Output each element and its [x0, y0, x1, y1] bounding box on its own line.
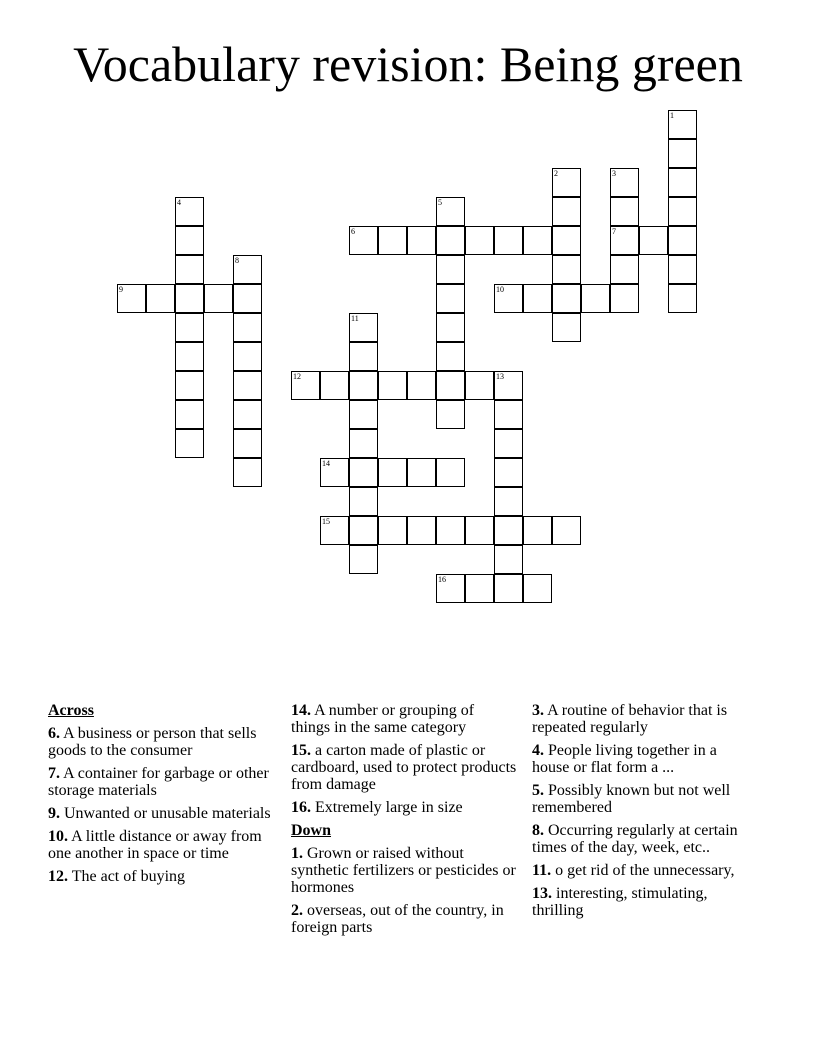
grid-cell[interactable] — [436, 197, 465, 226]
grid-cell[interactable] — [233, 429, 262, 458]
clue-column-1 — [48, 702, 274, 891]
grid-cell[interactable] — [552, 168, 581, 197]
grid-cell[interactable] — [407, 458, 436, 487]
grid-cell[interactable] — [204, 284, 233, 313]
across-clue-10: 10. A little distance or away from one another in space or time — [48, 828, 262, 862]
grid-cell[interactable] — [436, 516, 465, 545]
grid-cell[interactable] — [494, 545, 523, 574]
grid-cell[interactable] — [175, 197, 204, 226]
grid-cell[interactable] — [494, 400, 523, 429]
grid-cell[interactable] — [436, 458, 465, 487]
grid-cell[interactable] — [465, 516, 494, 545]
grid-cell[interactable] — [175, 429, 204, 458]
grid-cell[interactable] — [668, 284, 697, 313]
grid-cell[interactable] — [175, 313, 204, 342]
grid-cell[interactable] — [465, 226, 494, 255]
grid-cell[interactable] — [436, 342, 465, 371]
cell-number: 11 — [351, 314, 359, 323]
grid-cell[interactable] — [233, 284, 262, 313]
cell-number: 2 — [554, 169, 558, 178]
grid-cell[interactable] — [349, 487, 378, 516]
grid-cell[interactable] — [378, 516, 407, 545]
grid-cell[interactable] — [668, 226, 697, 255]
grid-cell[interactable] — [175, 255, 204, 284]
grid-cell[interactable] — [494, 371, 523, 400]
grid-cell[interactable] — [523, 284, 552, 313]
grid-cell[interactable] — [349, 545, 378, 574]
grid-cell[interactable] — [436, 284, 465, 313]
cell-number: 14 — [322, 459, 330, 468]
cell-number: 8 — [235, 256, 239, 265]
grid-cell[interactable] — [494, 226, 523, 255]
grid-cell[interactable] — [494, 458, 523, 487]
grid-cell[interactable] — [436, 574, 465, 603]
grid-cell[interactable] — [378, 458, 407, 487]
grid-cell[interactable] — [552, 313, 581, 342]
grid-cell[interactable] — [610, 226, 639, 255]
grid-cell[interactable] — [175, 371, 204, 400]
grid-cell[interactable] — [581, 284, 610, 313]
grid-cell[interactable] — [668, 139, 697, 168]
grid-cell[interactable] — [465, 371, 494, 400]
grid-cell[interactable] — [233, 255, 262, 284]
across-clue-12: 12. The act of buying — [48, 868, 186, 885]
grid-cell[interactable] — [436, 226, 465, 255]
grid-cell[interactable] — [349, 429, 378, 458]
grid-cell[interactable] — [552, 197, 581, 226]
across-heading: Across — [48, 702, 94, 719]
across-clue-16: 16. Extremely large in size — [291, 799, 463, 816]
grid-cell[interactable] — [639, 226, 668, 255]
grid-cell[interactable] — [175, 342, 204, 371]
grid-cell[interactable] — [523, 574, 552, 603]
cell-number: 9 — [119, 285, 123, 294]
grid-cell[interactable] — [552, 255, 581, 284]
down-clue-11: 11. o get rid of the unnecessary, — [532, 862, 735, 879]
grid-cell[interactable] — [320, 516, 349, 545]
grid-cell[interactable] — [494, 429, 523, 458]
grid-cell[interactable] — [494, 284, 523, 313]
grid-cell[interactable] — [233, 371, 262, 400]
across-clue-9: 9. Unwanted or unusable materials — [48, 805, 271, 822]
grid-cell[interactable] — [523, 226, 552, 255]
grid-cell[interactable] — [349, 226, 378, 255]
grid-cell[interactable] — [523, 516, 552, 545]
down-clue-5: 5. Possibly known but not well remembered — [532, 782, 731, 816]
grid-cell[interactable] — [494, 487, 523, 516]
grid-cell[interactable] — [436, 313, 465, 342]
grid-cell[interactable] — [552, 516, 581, 545]
grid-cell[interactable] — [349, 342, 378, 371]
grid-cell[interactable] — [552, 226, 581, 255]
grid-cell[interactable] — [349, 313, 378, 342]
grid-cell[interactable] — [175, 400, 204, 429]
across-clue-15: 15. a carton made of plastic or cardboard, used to protect products from damage — [291, 742, 517, 793]
down-clue-8: 8. Occurring regularly at certain times of the day, week, etc.. — [532, 822, 738, 856]
down-clue-13: 13. interesting, stimulating, thrilling — [532, 885, 708, 919]
grid-cell[interactable] — [349, 400, 378, 429]
clue-column-3 — [532, 702, 758, 925]
grid-cell[interactable] — [668, 197, 697, 226]
grid-cell[interactable] — [146, 284, 175, 313]
grid-cell[interactable] — [175, 284, 204, 313]
across-clue-6: 6. A business or person that sells goods to the consumer — [48, 725, 257, 759]
grid-cell[interactable] — [378, 226, 407, 255]
cell-number: 5 — [438, 198, 442, 207]
cell-number: 10 — [496, 285, 504, 294]
cell-number: 16 — [438, 575, 446, 584]
grid-cell[interactable] — [233, 458, 262, 487]
clue-column-2 — [291, 702, 517, 942]
grid-cell[interactable] — [668, 110, 697, 139]
grid-cell[interactable] — [610, 284, 639, 313]
down-clue-2: 2. overseas, out of the country, in foreign parts — [291, 902, 504, 936]
grid-cell[interactable] — [233, 313, 262, 342]
down-clue-4: 4. People living together in a house or flat form a ... — [532, 742, 717, 776]
grid-cell[interactable] — [494, 574, 523, 603]
grid-cell[interactable] — [349, 516, 378, 545]
grid-cell[interactable] — [610, 197, 639, 226]
cell-number: 3 — [612, 169, 616, 178]
down-clue-3: 3. A routine of behavior that is repeated regularly — [532, 702, 728, 736]
across-clue-14: 14. A number or grouping of things in the same category — [291, 702, 475, 736]
grid-cell[interactable] — [465, 574, 494, 603]
grid-cell[interactable] — [668, 168, 697, 197]
grid-cell[interactable] — [552, 284, 581, 313]
grid-cell[interactable] — [436, 255, 465, 284]
grid-cell[interactable] — [291, 371, 320, 400]
cell-number: 1 — [670, 111, 674, 120]
grid-cell[interactable] — [117, 284, 146, 313]
grid-cell[interactable] — [233, 400, 262, 429]
grid-cell[interactable] — [407, 226, 436, 255]
grid-cell[interactable] — [320, 371, 349, 400]
grid-cell[interactable] — [610, 255, 639, 284]
grid-cell[interactable] — [436, 400, 465, 429]
grid-cell[interactable] — [407, 371, 436, 400]
cell-number: 6 — [351, 227, 355, 236]
grid-cell[interactable] — [349, 458, 378, 487]
cell-number: 15 — [322, 517, 330, 526]
page-title: Vocabulary revision: Being green — [73, 36, 743, 92]
cell-number: 13 — [496, 372, 504, 381]
grid-cell[interactable] — [436, 371, 465, 400]
grid-cell[interactable] — [407, 516, 436, 545]
grid-cell[interactable] — [668, 255, 697, 284]
across-clue-7: 7. A container for garbage or other storage materials — [48, 765, 269, 799]
grid-cell[interactable] — [378, 371, 407, 400]
grid-cell[interactable] — [175, 226, 204, 255]
grid-cell[interactable] — [320, 458, 349, 487]
grid-cell[interactable] — [610, 168, 639, 197]
grid-cell[interactable] — [233, 342, 262, 371]
grid-cell[interactable] — [494, 516, 523, 545]
down-clue-1: 1. Grown or raised without synthetic fertilizers or pesticides or hormones — [291, 845, 516, 896]
down-heading: Down — [291, 822, 332, 839]
cell-number: 12 — [293, 372, 301, 381]
grid-cell[interactable] — [349, 371, 378, 400]
cell-number: 4 — [177, 198, 181, 207]
cell-number: 7 — [612, 227, 616, 236]
